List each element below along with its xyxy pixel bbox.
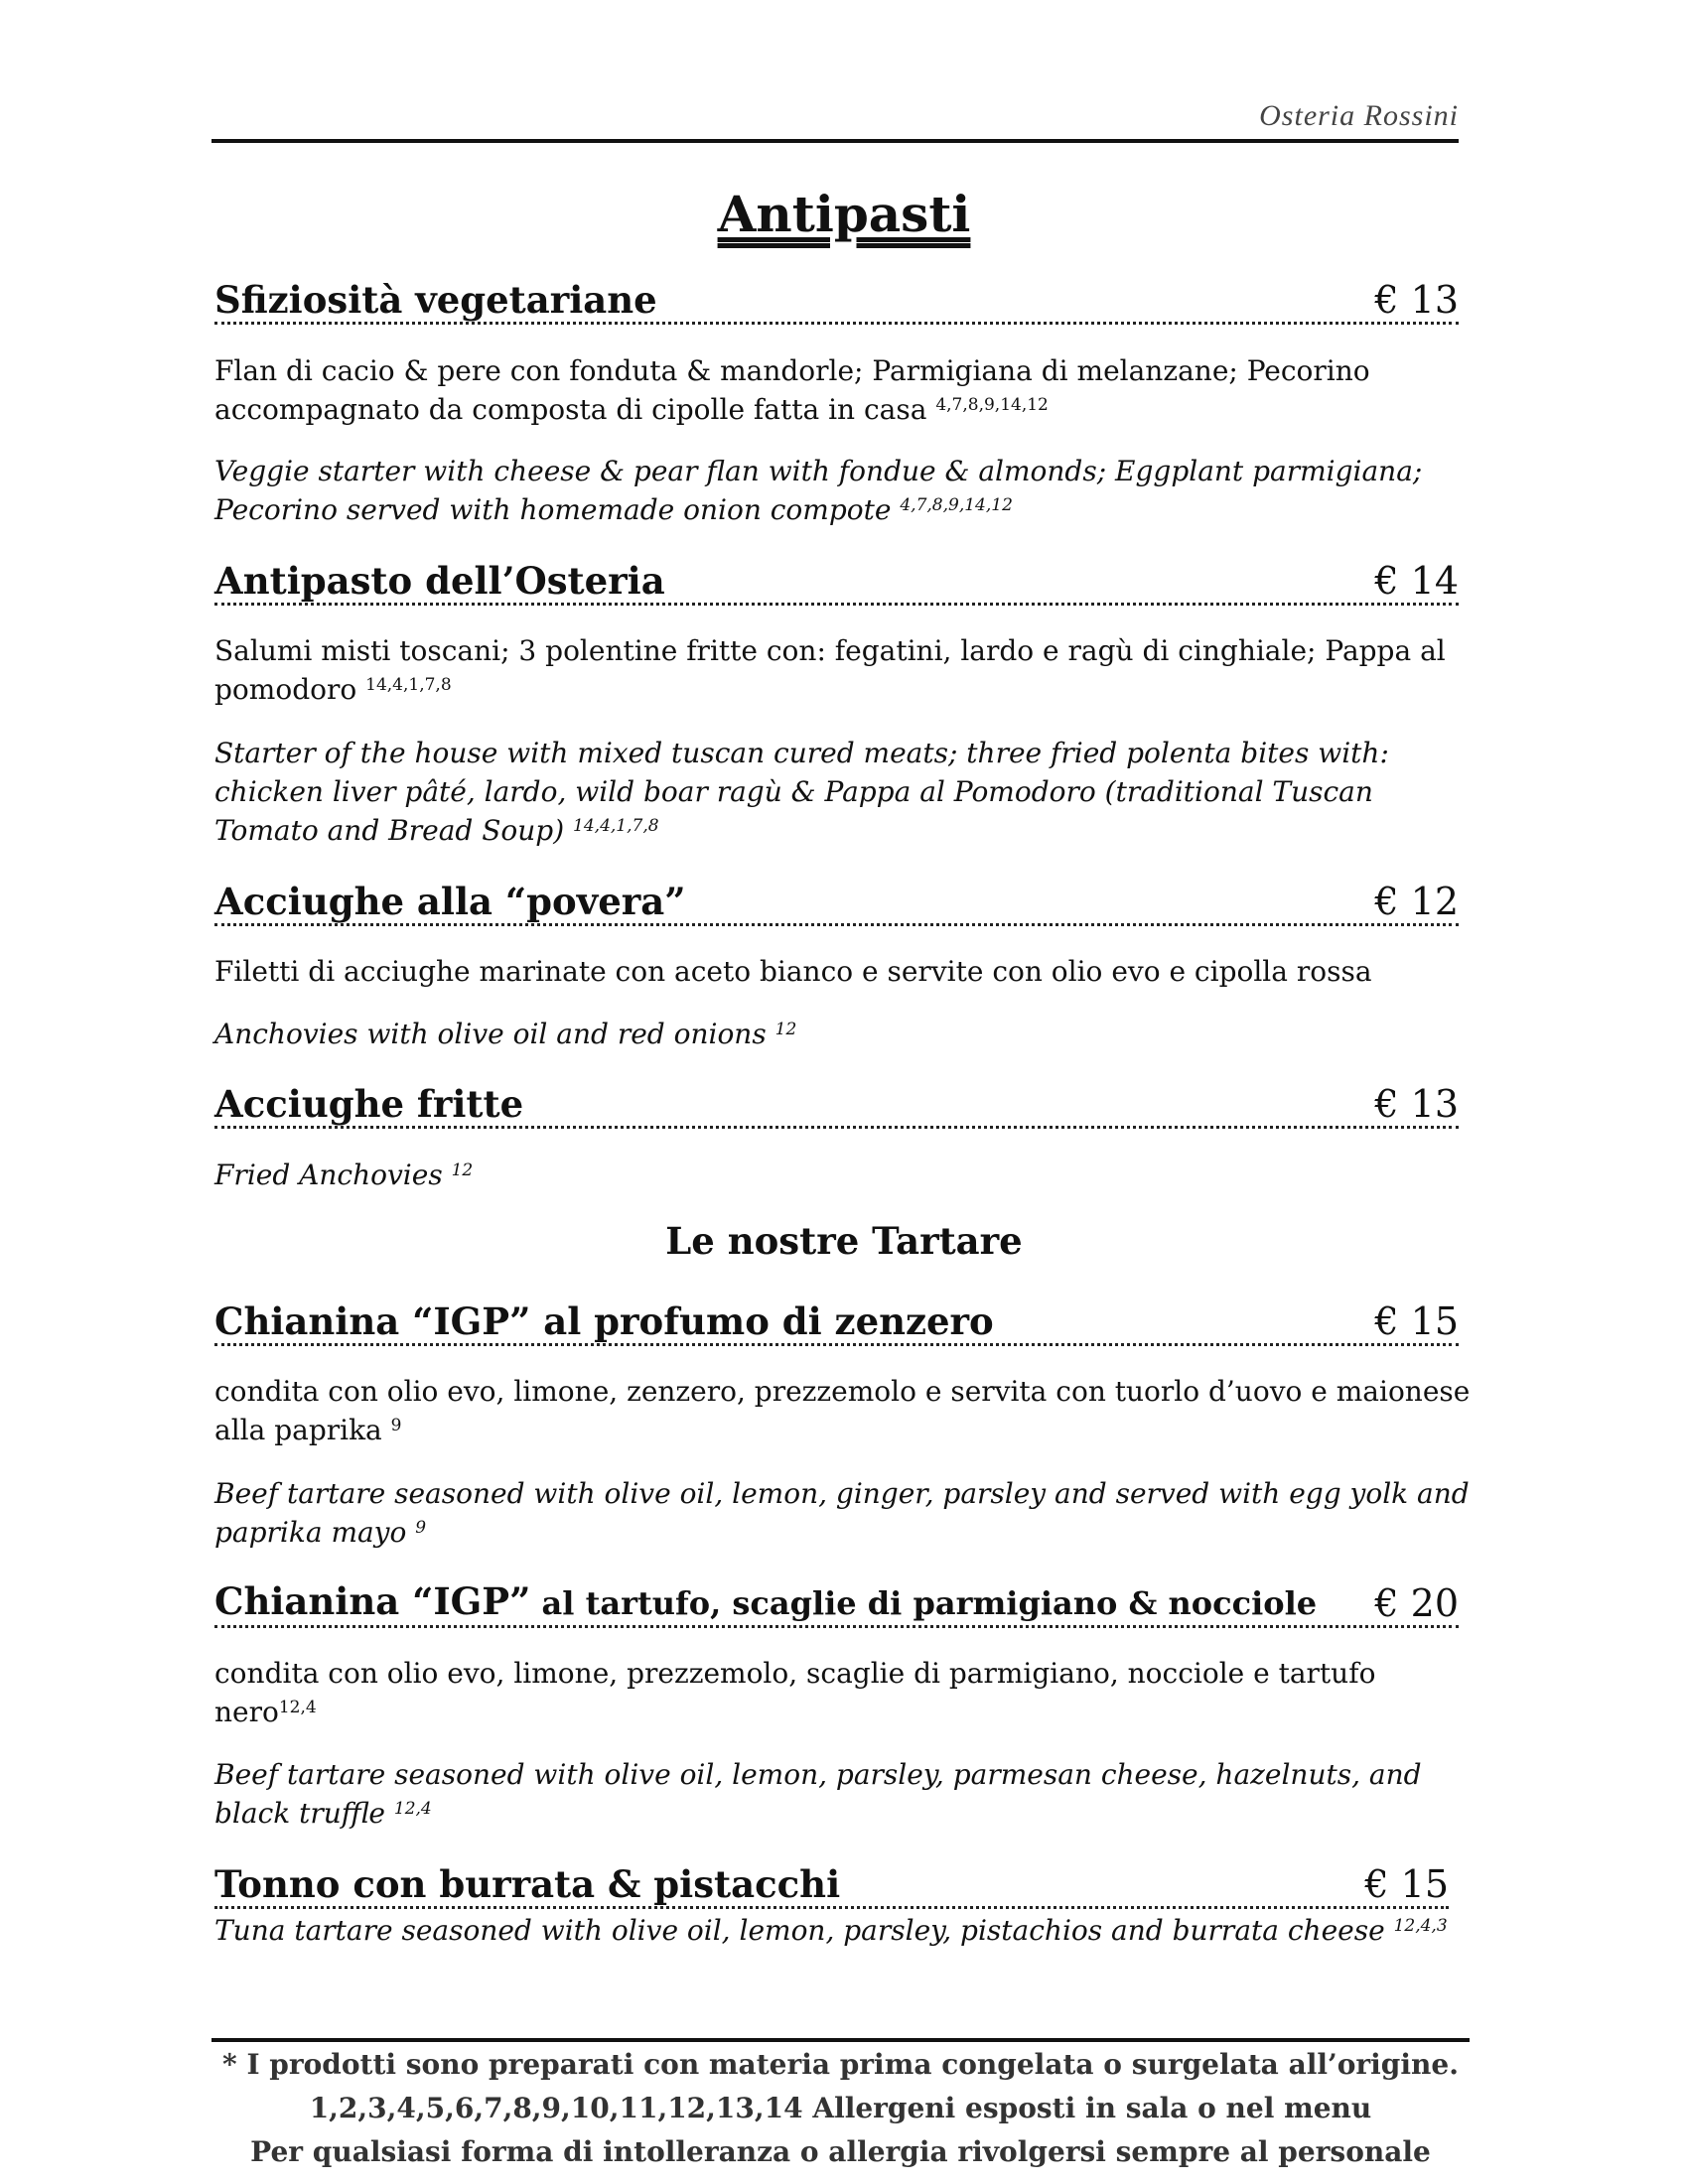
- header-rule: [211, 139, 1459, 143]
- item-price: € 14: [1374, 559, 1459, 603]
- menu-item-header: [214, 1858, 1449, 1909]
- footer-line-intolerance: Per qualsiasi forma di intolleranza o allergia rivolgersi sempre al personale: [250, 2135, 1431, 2168]
- allergens: 14,4,1,7,8: [573, 816, 659, 836]
- allergens: 14,4,1,7,8: [365, 675, 452, 695]
- item-description-en: Starter of the house with mixed tuscan cured meats; three fried polenta bites with: chicken liver pâté, lardo, wild boar ragù & Pappa al Pomodoro (traditional Tuscan Tomato and Bread Soup) $^{14,4,1,7,8}$: [214, 737, 1389, 847]
- menu-item-header: [214, 876, 1459, 926]
- item-name: Tonno con burrata & pistacchi: [214, 1862, 841, 1906]
- item-description-en: Beef tartare seasoned with olive oil, lemon, ginger, parsley and served with egg yolk and paprika mayo $^9$: [214, 1477, 1470, 1549]
- item-name: Sfiziosità vegetariane: [214, 278, 657, 322]
- item-price: € 12: [1374, 880, 1459, 923]
- item-name: Chianina “IGP” al tartufo, scaglie di parmigiano & nocciole: [214, 1579, 1318, 1623]
- footer-line-allergens: 1,2,3,4,5,6,7,8,9,10,11,12,13,14 Allergeni esposti in sala o nel menu: [309, 2092, 1372, 2124]
- item-name: Acciughe alla “povera”: [214, 880, 686, 923]
- footer-rule: [211, 2038, 1470, 2042]
- allergens: 4,7,8,9,14,12: [935, 395, 1049, 415]
- item-description-it: Filetti di acciughe marinate con aceto bianco e servite con olio evo e cipolla rossa: [214, 955, 1372, 988]
- item-description-it: condita con olio evo, limone, prezzemolo, scaglie di parmigiano, nocciole e tartufo nero$^{12,4}$: [214, 1657, 1376, 1728]
- menu-item-header: [214, 274, 1459, 325]
- allergens: 12: [774, 1020, 797, 1039]
- allergens: 4,7,8,9,14,12: [900, 495, 1013, 515]
- menu-item-header: [214, 555, 1459, 606]
- footer-line-frozen: * I prodotti sono preparati con materia prima congelata o surgelata all’origine.: [222, 2048, 1459, 2081]
- page-title: Antipasti: [717, 185, 971, 243]
- item-description-it: condita con olio evo, limone, zenzero, prezzemolo e servita con tuorlo d’uovo e maionese alla paprika $^9$: [214, 1375, 1471, 1446]
- item-description-en: Beef tartare seasoned with olive oil, lemon, parsley, parmesan cheese, hazelnuts, and black truffle $^{12,4}$: [214, 1758, 1422, 1830]
- item-price: € 20: [1374, 1581, 1459, 1625]
- menu-item-header: [214, 1577, 1459, 1628]
- item-price: € 15: [1374, 1299, 1459, 1343]
- item-description-it: Salumi misti toscani; 3 polentine fritte con: fegatini, lardo e ragù di cinghiale; Pappa al pomodoro $^{14,4,1,7,8}$: [214, 634, 1446, 706]
- footer-notes: [211, 2043, 1470, 2174]
- allergens: 9: [390, 1416, 402, 1435]
- item-name: Chianina “IGP” al profumo di zenzero: [214, 1299, 994, 1343]
- menu-item-header: [214, 1078, 1459, 1129]
- item-price: € 13: [1374, 278, 1459, 322]
- item-price: € 15: [1364, 1862, 1449, 1906]
- menu-item-header: [214, 1296, 1459, 1346]
- item-description-it: Flan di cacio & pere con fonduta & mandorle; Parmigiana di melanzane; Pecorino accompagnato da composta di cipolle fatta in casa $^{4,7,8,9,14,12}$: [214, 354, 1370, 426]
- item-name: Acciughe fritte: [214, 1082, 524, 1126]
- item-description-en: Tuna tartare seasoned with olive oil, lemon, parsley, pistachios and burrata cheese $^{12,4,3}$: [214, 1914, 1448, 1947]
- section-subheading: Le nostre Tartare: [665, 1219, 1023, 1263]
- allergens: 12: [451, 1160, 474, 1180]
- item-description-en: Anchovies with olive oil and red onions $^{12}$: [214, 1018, 797, 1050]
- allergens: 12,4: [278, 1698, 317, 1717]
- allergens: 9: [415, 1518, 427, 1538]
- restaurant-name: Osteria Rossini: [1259, 99, 1459, 132]
- item-name: Antipasto dell’Osteria: [214, 559, 665, 603]
- item-description-en: Fried Anchovies $^{12}$: [214, 1159, 474, 1191]
- allergens: 12,4,3: [1393, 1916, 1448, 1936]
- item-description-en: Veggie starter with cheese & pear flan with fondue & almonds; Eggplant parmigiana; Pecorino served with homemade onion compote $^{4,7,8,9,14,12}$: [214, 455, 1423, 526]
- allergens: 12,4: [393, 1799, 432, 1819]
- item-price: € 13: [1374, 1082, 1459, 1126]
